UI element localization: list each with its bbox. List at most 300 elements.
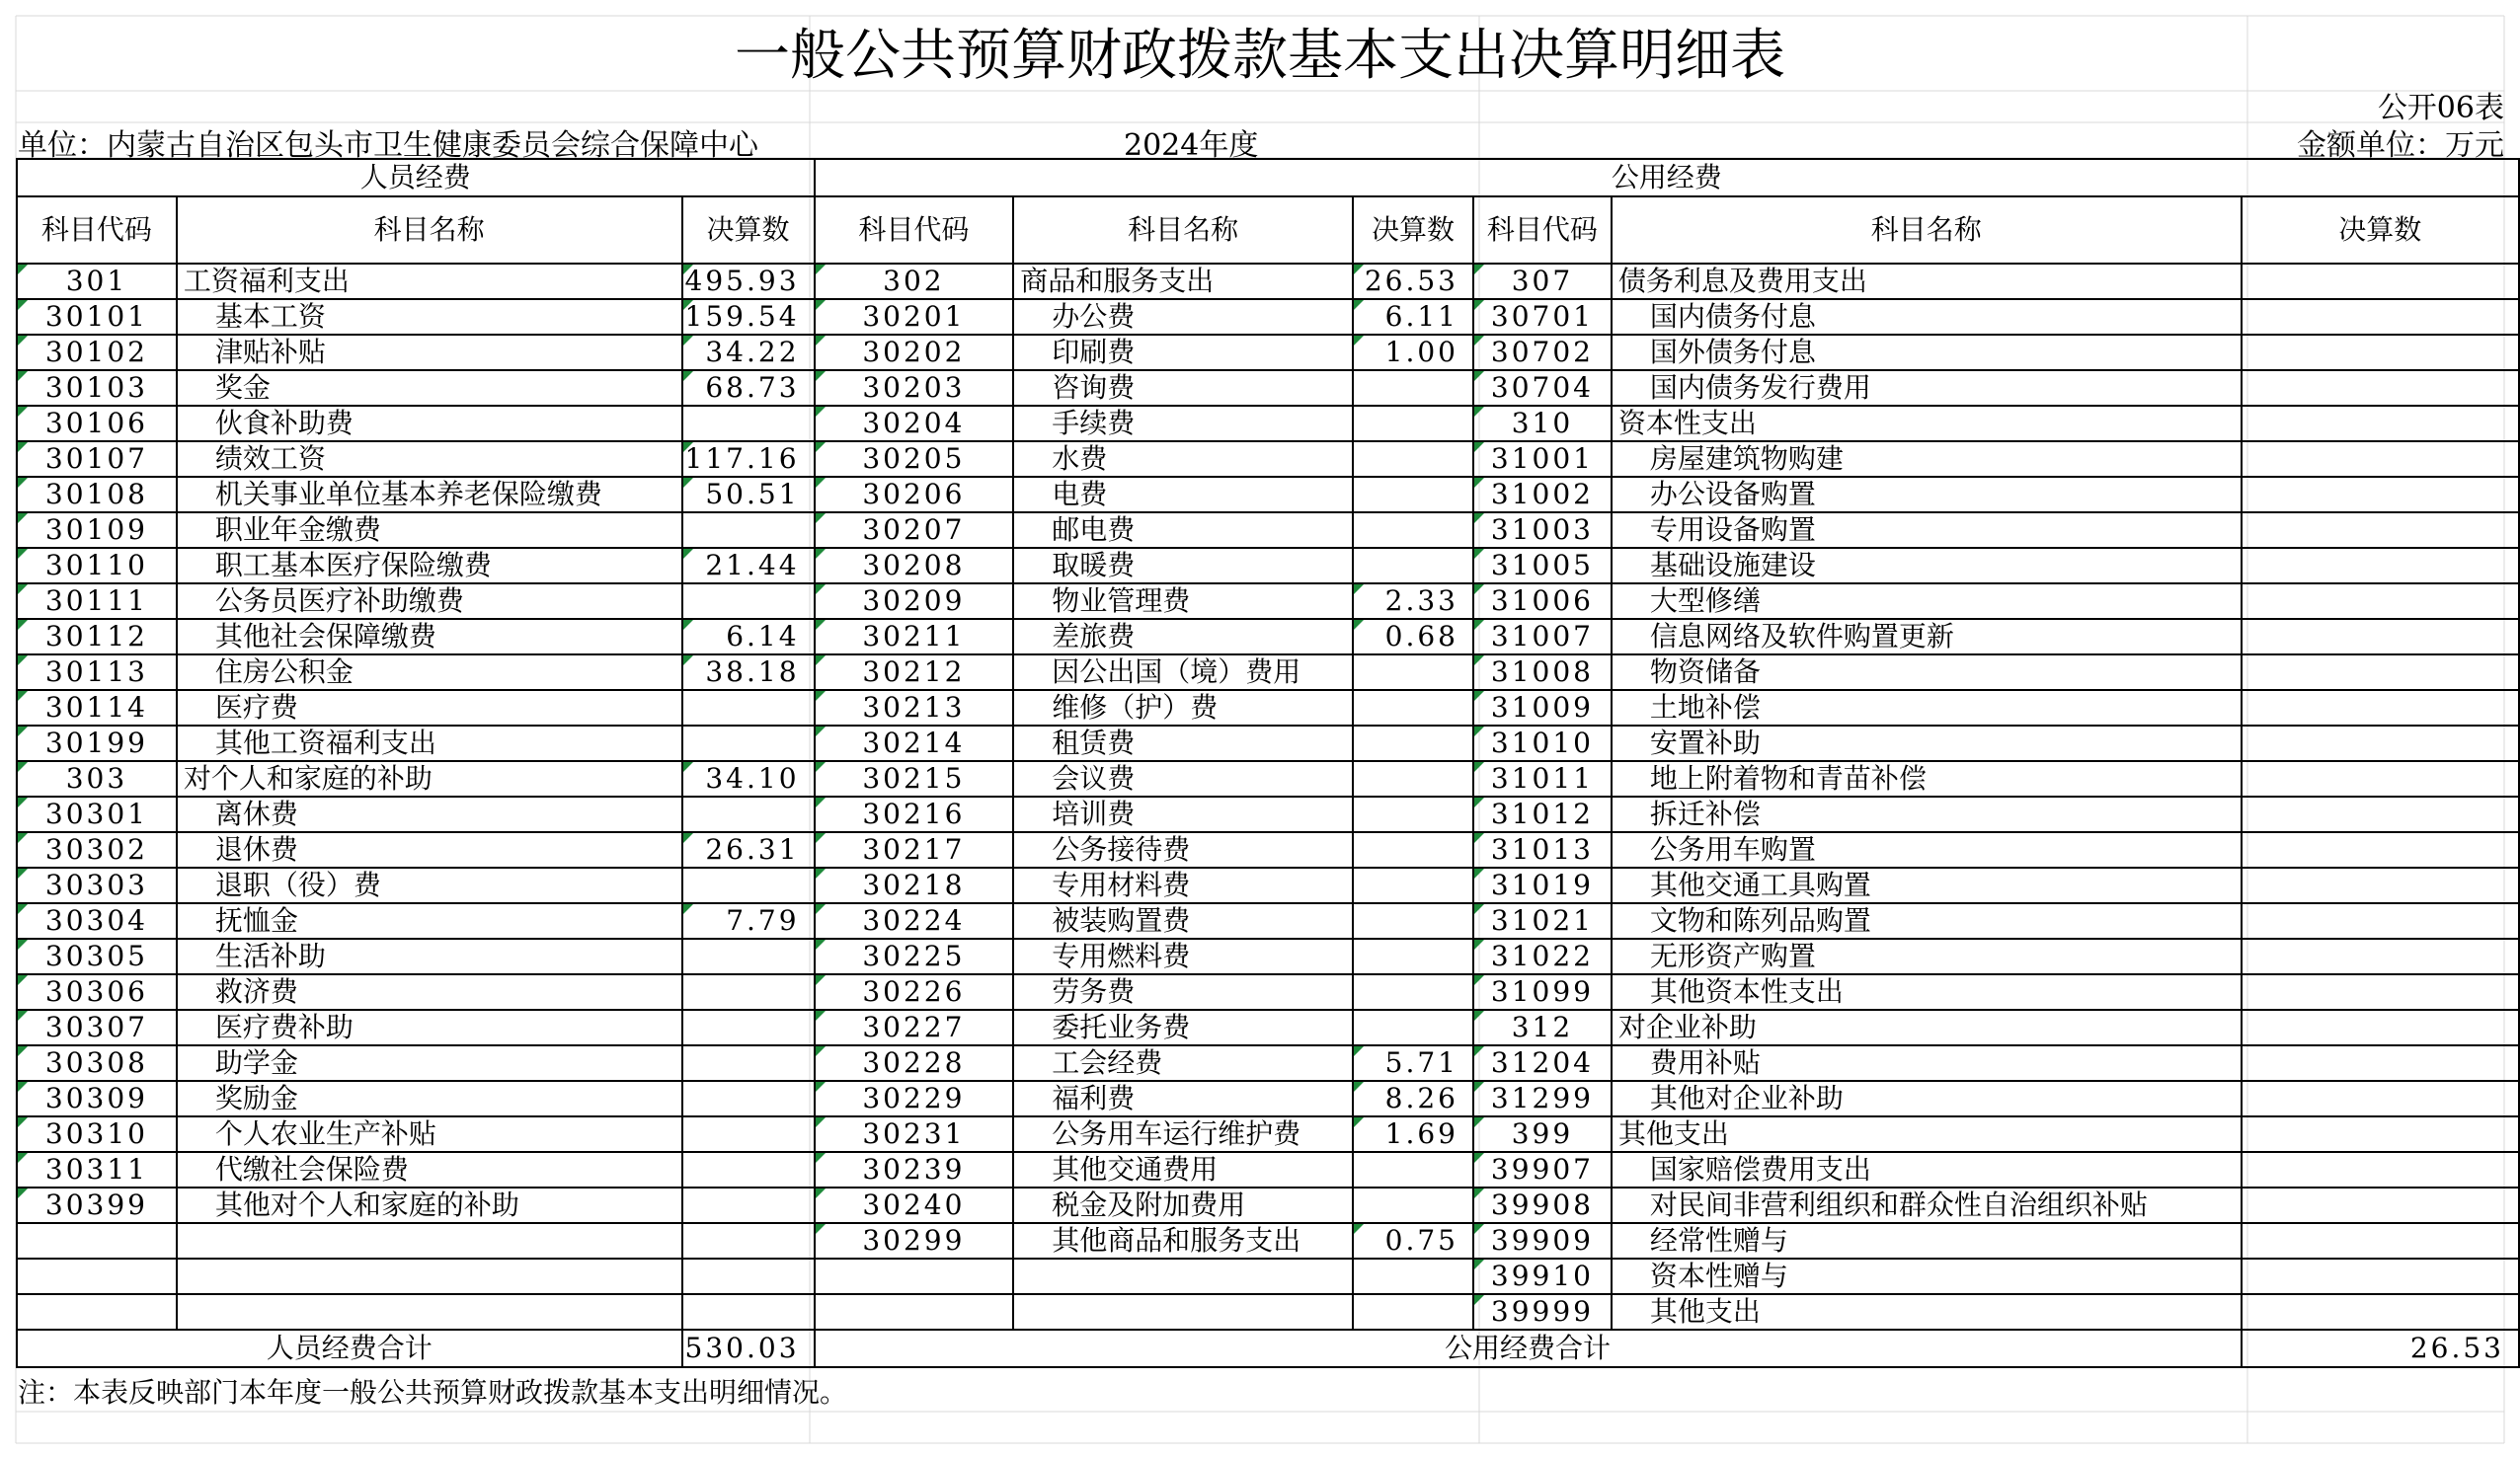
cell-code[interactable] — [815, 370, 1014, 406]
cell-amount[interactable] — [682, 1294, 815, 1330]
cell-name[interactable] — [1013, 726, 1353, 761]
cell-name[interactable] — [177, 1259, 682, 1294]
subject-name: 资本性支出 — [1617, 407, 1757, 439]
cell-code[interactable] — [1473, 477, 1612, 512]
cell-amount[interactable] — [682, 832, 815, 868]
cell-name[interactable] — [1013, 654, 1353, 690]
cell-amount[interactable] — [1353, 1010, 1473, 1045]
cell-name[interactable] — [1612, 1223, 2242, 1259]
cell-name[interactable] — [177, 548, 682, 583]
cell-amount[interactable] — [1353, 1188, 1473, 1223]
cell-code[interactable] — [815, 477, 1014, 512]
cell-code[interactable] — [815, 441, 1014, 477]
cell-amount[interactable] — [2242, 939, 2519, 974]
cell-code[interactable] — [17, 974, 177, 1010]
cell-name[interactable] — [1013, 868, 1353, 903]
cell-amount[interactable] — [2242, 299, 2519, 335]
cell-name[interactable] — [1612, 299, 2242, 335]
cell-amount[interactable] — [682, 1116, 815, 1152]
cell-amount[interactable] — [1353, 1259, 1473, 1294]
cell-name[interactable] — [1013, 583, 1353, 619]
cell-name[interactable] — [1612, 1259, 2242, 1294]
cell-name[interactable] — [1013, 1259, 1353, 1294]
cell-code[interactable] — [815, 583, 1014, 619]
cell-name[interactable] — [1013, 690, 1353, 726]
cell-amount[interactable] — [1353, 1152, 1473, 1188]
subject-name: 电费 — [1052, 478, 1108, 510]
cell-amount[interactable] — [682, 1223, 815, 1259]
cell-code[interactable] — [815, 1259, 1014, 1294]
cell-amount[interactable] — [1353, 264, 1473, 299]
cell-amount[interactable] — [1353, 512, 1473, 548]
cell-code[interactable] — [1473, 1223, 1612, 1259]
cell-amount[interactable] — [2242, 406, 2519, 441]
cell-amount[interactable] — [2242, 1116, 2519, 1152]
cell-code[interactable] — [815, 654, 1014, 690]
cell-name[interactable] — [1612, 1010, 2242, 1045]
cell-name[interactable] — [177, 1188, 682, 1223]
cell-name[interactable] — [1013, 1223, 1353, 1259]
cell-amount[interactable] — [2242, 619, 2519, 654]
public-total-value[interactable]: 26.53 — [2242, 1330, 2519, 1367]
subject-code: 30212 — [862, 655, 966, 688]
subject-name: 大型修缮 — [1649, 584, 1761, 617]
cell-name[interactable] — [1013, 477, 1353, 512]
cell-code[interactable] — [1473, 1188, 1612, 1223]
cell-code[interactable] — [17, 264, 177, 299]
cell-code[interactable] — [1473, 299, 1612, 335]
cell-code[interactable] — [17, 690, 177, 726]
cell-name[interactable] — [1013, 441, 1353, 477]
cell-name[interactable] — [1013, 548, 1353, 583]
cell-amount[interactable] — [1353, 761, 1473, 797]
cell-amount[interactable] — [1353, 903, 1473, 939]
cell-code[interactable] — [17, 583, 177, 619]
cell-code[interactable] — [1473, 1116, 1612, 1152]
cell-amount[interactable] — [2242, 903, 2519, 939]
cell-name[interactable] — [1612, 406, 2242, 441]
cell-name[interactable] — [1612, 903, 2242, 939]
cell-amount[interactable] — [682, 583, 815, 619]
cell-amount[interactable] — [682, 654, 815, 690]
cell-name[interactable] — [1612, 335, 2242, 370]
cell-code[interactable] — [1473, 512, 1612, 548]
cell-amount[interactable] — [1353, 974, 1473, 1010]
cell-code[interactable] — [17, 1259, 177, 1294]
cell-name[interactable] — [1612, 264, 2242, 299]
cell-code[interactable] — [1473, 654, 1612, 690]
cell-amount[interactable] — [1353, 1223, 1473, 1259]
cell-amount[interactable] — [1353, 832, 1473, 868]
cell-name[interactable] — [177, 1010, 682, 1045]
subject-name: 其他工资福利支出 — [214, 727, 436, 759]
cell-name[interactable] — [1013, 1010, 1353, 1045]
cell-name[interactable] — [1612, 761, 2242, 797]
cell-name[interactable] — [1013, 939, 1353, 974]
cell-name[interactable] — [1612, 441, 2242, 477]
cell-name[interactable] — [177, 335, 682, 370]
cell-amount[interactable] — [2242, 726, 2519, 761]
cell-name[interactable] — [177, 974, 682, 1010]
cell-amount[interactable] — [1353, 1045, 1473, 1081]
cell-name[interactable] — [1013, 1152, 1353, 1188]
subject-code: 307 — [1511, 265, 1574, 297]
cell-amount[interactable] — [682, 726, 815, 761]
cell-amount[interactable] — [682, 1188, 815, 1223]
cell-code[interactable] — [1473, 761, 1612, 797]
cell-code[interactable] — [17, 1294, 177, 1330]
cell-amount[interactable] — [682, 939, 815, 974]
cell-code[interactable] — [815, 335, 1014, 370]
cell-name[interactable] — [1013, 797, 1353, 832]
cell-code[interactable] — [815, 1010, 1014, 1045]
cell-code[interactable] — [815, 512, 1014, 548]
cell-amount[interactable] — [682, 548, 815, 583]
cell-code[interactable] — [17, 335, 177, 370]
cell-amount[interactable] — [682, 1081, 815, 1116]
cell-name[interactable] — [177, 619, 682, 654]
cell-code[interactable] — [1473, 370, 1612, 406]
cell-code[interactable] — [17, 1188, 177, 1223]
cell-name[interactable] — [177, 903, 682, 939]
cell-amount[interactable] — [1353, 477, 1473, 512]
cell-name[interactable] — [1612, 512, 2242, 548]
cell-name[interactable] — [1612, 690, 2242, 726]
cell-code[interactable] — [17, 726, 177, 761]
cell-amount[interactable] — [2242, 1259, 2519, 1294]
cell-code[interactable] — [1473, 583, 1612, 619]
cell-name[interactable] — [1013, 512, 1353, 548]
cell-code[interactable] — [17, 939, 177, 974]
cell-name[interactable] — [1612, 619, 2242, 654]
cell-name[interactable] — [1013, 370, 1353, 406]
cell-amount[interactable] — [1353, 441, 1473, 477]
cell-amount[interactable] — [2242, 335, 2519, 370]
cell-amount[interactable] — [2242, 1010, 2519, 1045]
cell-name[interactable] — [177, 264, 682, 299]
cell-code[interactable] — [1473, 1045, 1612, 1081]
cell-amount[interactable] — [682, 1010, 815, 1045]
cell-comment-marker — [18, 407, 28, 417]
cell-name[interactable] — [177, 1081, 682, 1116]
cell-code[interactable] — [17, 370, 177, 406]
cell-amount[interactable] — [682, 477, 815, 512]
cell-amount[interactable] — [2242, 548, 2519, 583]
cell-amount[interactable] — [2242, 1188, 2519, 1223]
cell-name[interactable] — [1612, 654, 2242, 690]
cell-code[interactable] — [1473, 619, 1612, 654]
cell-code[interactable] — [17, 441, 177, 477]
cell-code[interactable] — [815, 1188, 1014, 1223]
cell-amount[interactable] — [682, 264, 815, 299]
cell-name[interactable] — [177, 512, 682, 548]
cell-amount[interactable] — [1353, 868, 1473, 903]
cell-amount[interactable] — [682, 441, 815, 477]
cell-code[interactable] — [1473, 868, 1612, 903]
cell-code[interactable] — [815, 726, 1014, 761]
cell-amount[interactable] — [2242, 761, 2519, 797]
cell-name[interactable] — [1612, 939, 2242, 974]
cell-name[interactable] — [177, 690, 682, 726]
cell-code[interactable] — [17, 1223, 177, 1259]
cell-name[interactable] — [1013, 335, 1353, 370]
cell-amount[interactable] — [682, 690, 815, 726]
subject-code: 31008 — [1490, 655, 1594, 688]
cell-code[interactable] — [815, 761, 1014, 797]
cell-name[interactable] — [177, 1116, 682, 1152]
cell-code[interactable] — [815, 1294, 1014, 1330]
section-public: 公用经费 — [815, 159, 2519, 196]
cell-code[interactable] — [1473, 406, 1612, 441]
cell-name[interactable] — [177, 370, 682, 406]
cell-amount[interactable] — [2242, 690, 2519, 726]
cell-code[interactable] — [815, 868, 1014, 903]
cell-code[interactable] — [17, 903, 177, 939]
cell-code[interactable] — [17, 1152, 177, 1188]
cell-name[interactable] — [1612, 583, 2242, 619]
cell-name[interactable] — [1013, 1045, 1353, 1081]
cell-code[interactable] — [17, 1116, 177, 1152]
table-row — [17, 1081, 2519, 1116]
cell-amount[interactable] — [2242, 868, 2519, 903]
cell-code[interactable] — [815, 1223, 1014, 1259]
cell-name[interactable] — [177, 939, 682, 974]
cell-code[interactable] — [17, 477, 177, 512]
cell-code[interactable] — [815, 797, 1014, 832]
cell-amount[interactable] — [1353, 583, 1473, 619]
cell-amount[interactable] — [1353, 370, 1473, 406]
cell-code[interactable] — [815, 903, 1014, 939]
cell-name[interactable] — [1013, 299, 1353, 335]
cell-amount[interactable] — [1353, 726, 1473, 761]
subject-name: 抚恤金 — [214, 904, 298, 937]
cell-code[interactable] — [17, 832, 177, 868]
cell-name[interactable] — [1013, 1081, 1353, 1116]
cell-name[interactable] — [1013, 619, 1353, 654]
header-name: 科目名称 — [1612, 196, 2242, 264]
cell-name[interactable] — [177, 1294, 682, 1330]
cell-amount[interactable] — [1353, 335, 1473, 370]
cell-name[interactable] — [1612, 1188, 2242, 1223]
cell-code[interactable] — [1473, 264, 1612, 299]
cell-amount[interactable] — [682, 974, 815, 1010]
cell-amount[interactable] — [1353, 797, 1473, 832]
cell-amount[interactable] — [682, 1259, 815, 1294]
cell-code[interactable] — [1473, 1081, 1612, 1116]
cell-comment-marker — [816, 1046, 826, 1056]
cell-code[interactable] — [17, 619, 177, 654]
cell-name[interactable] — [1612, 726, 2242, 761]
cell-code[interactable] — [815, 690, 1014, 726]
cell-name[interactable] — [1013, 264, 1353, 299]
cell-amount[interactable] — [1353, 1116, 1473, 1152]
cell-amount[interactable] — [2242, 264, 2519, 299]
amount-value: 1.00 — [1384, 336, 1458, 368]
cell-code[interactable] — [17, 1010, 177, 1045]
cell-name[interactable] — [177, 761, 682, 797]
subject-code: 30308 — [44, 1046, 148, 1079]
cell-amount[interactable] — [2242, 370, 2519, 406]
cell-code[interactable] — [1473, 832, 1612, 868]
cell-name[interactable] — [177, 583, 682, 619]
cell-amount[interactable] — [682, 1045, 815, 1081]
cell-name[interactable] — [177, 726, 682, 761]
cell-amount[interactable] — [2242, 1152, 2519, 1188]
cell-code[interactable] — [1473, 974, 1612, 1010]
cell-code[interactable] — [1473, 903, 1612, 939]
cell-name[interactable] — [177, 1223, 682, 1259]
cell-code[interactable] — [815, 1116, 1014, 1152]
cell-amount[interactable] — [2242, 1294, 2519, 1330]
cell-code[interactable] — [17, 1081, 177, 1116]
cell-code[interactable] — [17, 512, 177, 548]
cell-name[interactable] — [177, 1045, 682, 1081]
cell-name[interactable] — [177, 299, 682, 335]
cell-amount[interactable] — [682, 1152, 815, 1188]
cell-code[interactable] — [815, 299, 1014, 335]
cell-name[interactable] — [1612, 1081, 2242, 1116]
cell-name[interactable] — [1612, 1116, 2242, 1152]
cell-code[interactable] — [815, 832, 1014, 868]
cell-name[interactable] — [1612, 477, 2242, 512]
subject-name: 因公出国（境）费用 — [1052, 655, 1301, 688]
cell-code[interactable] — [1473, 1152, 1612, 1188]
cell-code[interactable] — [1473, 548, 1612, 583]
cell-code[interactable] — [815, 1045, 1014, 1081]
cell-name[interactable] — [1013, 1116, 1353, 1152]
cell-code[interactable] — [1473, 1010, 1612, 1045]
cell-amount[interactable] — [682, 370, 815, 406]
cell-name[interactable] — [177, 654, 682, 690]
cell-code[interactable] — [17, 761, 177, 797]
cell-amount[interactable] — [1353, 619, 1473, 654]
cell-amount[interactable] — [1353, 939, 1473, 974]
cell-code[interactable] — [815, 939, 1014, 974]
cell-amount[interactable] — [1353, 1081, 1473, 1116]
cell-amount[interactable] — [2242, 974, 2519, 1010]
cell-code[interactable] — [17, 797, 177, 832]
cell-name[interactable] — [1013, 761, 1353, 797]
cell-code[interactable] — [1473, 335, 1612, 370]
cell-amount[interactable] — [2242, 583, 2519, 619]
cell-amount[interactable] — [2242, 797, 2519, 832]
amount-value: 34.22 — [705, 336, 800, 368]
cell-name[interactable] — [1013, 1294, 1353, 1330]
table-row — [17, 406, 2519, 441]
cell-code[interactable] — [815, 619, 1014, 654]
cell-amount[interactable] — [1353, 654, 1473, 690]
cell-amount[interactable] — [2242, 1045, 2519, 1081]
cell-code[interactable] — [815, 264, 1014, 299]
cell-amount[interactable] — [682, 299, 815, 335]
cell-amount[interactable] — [682, 868, 815, 903]
cell-code[interactable] — [17, 868, 177, 903]
cell-name[interactable] — [177, 1152, 682, 1188]
cell-amount[interactable] — [1353, 548, 1473, 583]
cell-amount[interactable] — [1353, 690, 1473, 726]
subject-code: 30201 — [862, 300, 966, 333]
cell-amount[interactable] — [2242, 441, 2519, 477]
cell-code[interactable] — [1473, 1294, 1612, 1330]
cell-code[interactable] — [1473, 441, 1612, 477]
cell-code[interactable] — [17, 299, 177, 335]
cell-name[interactable] — [177, 477, 682, 512]
cell-amount[interactable] — [1353, 1294, 1473, 1330]
cell-name[interactable] — [177, 441, 682, 477]
subject-name: 被装购置费 — [1052, 904, 1191, 937]
cell-name[interactable] — [1612, 370, 2242, 406]
cell-amount[interactable] — [1353, 406, 1473, 441]
cell-code[interactable] — [1473, 797, 1612, 832]
cell-name[interactable] — [1013, 832, 1353, 868]
cell-name[interactable] — [1013, 406, 1353, 441]
cell-name[interactable] — [1612, 797, 2242, 832]
cell-code[interactable] — [1473, 939, 1612, 974]
cell-amount[interactable] — [2242, 1081, 2519, 1116]
cell-code[interactable] — [815, 548, 1014, 583]
cell-name[interactable] — [1612, 548, 2242, 583]
cell-amount[interactable] — [682, 406, 815, 441]
cell-comment-marker — [1474, 833, 1484, 843]
cell-code[interactable] — [17, 654, 177, 690]
cell-code[interactable] — [1473, 1259, 1612, 1294]
personnel-total-value[interactable]: 530.03 — [682, 1330, 815, 1367]
cell-amount[interactable] — [2242, 832, 2519, 868]
cell-amount[interactable] — [1353, 299, 1473, 335]
cell-name[interactable] — [177, 832, 682, 868]
cell-name[interactable] — [1013, 903, 1353, 939]
cell-name[interactable] — [1612, 868, 2242, 903]
cell-name[interactable] — [1612, 1152, 2242, 1188]
cell-name[interactable] — [1612, 974, 2242, 1010]
cell-amount[interactable] — [682, 761, 815, 797]
subject-code: 30311 — [44, 1153, 148, 1186]
cell-amount[interactable] — [682, 619, 815, 654]
cell-code[interactable] — [1473, 690, 1612, 726]
cell-code[interactable] — [17, 1045, 177, 1081]
cell-name[interactable] — [1013, 974, 1353, 1010]
cell-name[interactable] — [1612, 1045, 2242, 1081]
cell-amount[interactable] — [2242, 654, 2519, 690]
cell-code[interactable] — [1473, 726, 1612, 761]
cell-code[interactable] — [815, 406, 1014, 441]
cell-name[interactable] — [1612, 1294, 2242, 1330]
cell-name[interactable] — [177, 406, 682, 441]
cell-code[interactable] — [17, 406, 177, 441]
cell-amount[interactable] — [2242, 477, 2519, 512]
subject-code: 399 — [1511, 1117, 1574, 1150]
cell-amount[interactable] — [2242, 1223, 2519, 1259]
cell-amount[interactable] — [682, 903, 815, 939]
subject-name: 退职（役）费 — [214, 869, 381, 901]
cell-comment-marker — [1474, 975, 1484, 985]
cell-name[interactable] — [1013, 1188, 1353, 1223]
cell-code[interactable] — [17, 548, 177, 583]
cell-comment-marker — [816, 442, 826, 452]
cell-name[interactable] — [1612, 832, 2242, 868]
cell-comment-marker — [816, 869, 826, 879]
cell-amount[interactable] — [682, 335, 815, 370]
cell-name[interactable] — [177, 797, 682, 832]
cell-code[interactable] — [815, 1081, 1014, 1116]
cell-code[interactable] — [815, 974, 1014, 1010]
cell-amount[interactable] — [2242, 512, 2519, 548]
table-row — [17, 264, 2519, 299]
cell-code[interactable] — [815, 1152, 1014, 1188]
cell-amount[interactable] — [682, 512, 815, 548]
cell-amount[interactable] — [682, 797, 815, 832]
cell-name[interactable] — [177, 868, 682, 903]
